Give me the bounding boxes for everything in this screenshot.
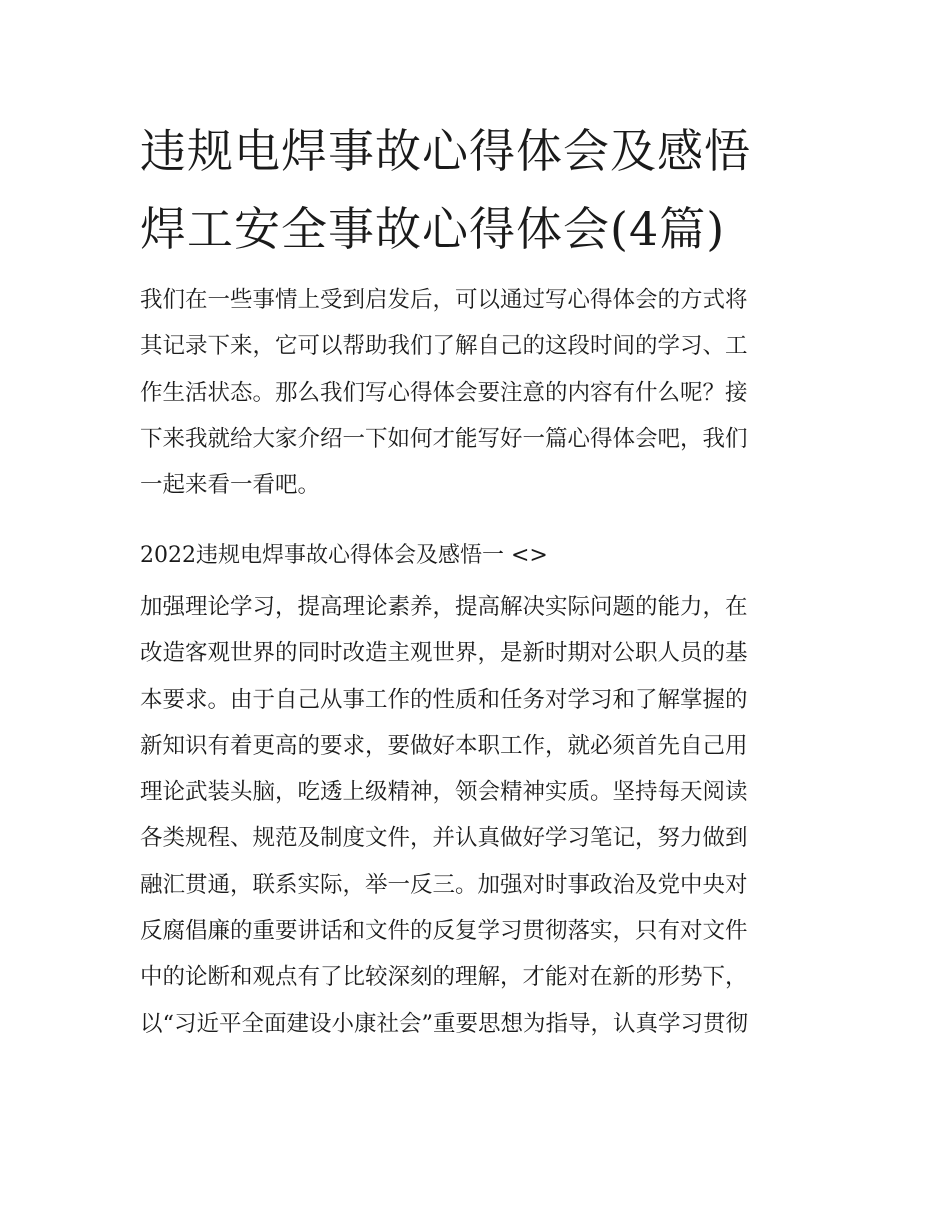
section-heading: 2022违规电焊事故心得体会及感悟一 <> — [140, 543, 548, 568]
intro-line: 一起来看一看吧。 — [140, 472, 321, 499]
section-paragraph — [140, 584, 815, 1047]
intro-line: 作生活状态。那么我们写心得体会要注意的内容有什么呢？接 — [140, 379, 748, 406]
section-line: 改造客观世界的同时改造主观世界，是新时期对公职人员的基 — [140, 640, 748, 667]
section-line: 中的论断和观点有了比较深刻的理解，才能对在新的形势下， — [140, 964, 748, 991]
intro-paragraph — [140, 277, 815, 508]
title-line: 焊工安全事故心得体会(4篇) — [140, 202, 726, 256]
document-title — [140, 112, 830, 268]
section-line: 加强理论学习，提高理论素养，提高解决实际问题的能力，在 — [140, 594, 748, 620]
section-line: 以“习近平全面建设小康社会”重要思想为指导，认真学习贯彻 — [140, 1010, 749, 1037]
section-line: 本要求。由于自己从事工作的性质和任务对学习和了解掌握的 — [140, 686, 748, 713]
section-line: 反腐倡廉的重要讲话和文件的反复学习贯彻落实，只有对文件 — [140, 918, 748, 945]
intro-line: 其记录下来，它可以帮助我们了解自己的这段时间的学习、工 — [140, 333, 748, 360]
section-line: 理论武装头脑，吃透上级精神，领会精神实质。坚持每天阅读 — [140, 779, 748, 806]
section-line: 各类规程、规范及制度文件，并认真做好学习笔记，努力做到 — [140, 825, 748, 852]
intro-line: 下来我就给大家介绍一下如何才能写好一篇心得体会吧，我们 — [140, 425, 748, 452]
title-line: 违规电焊事故心得体会及感悟 — [140, 124, 751, 178]
section-line: 新知识有着更高的要求，要做好本职工作，就必须首先自己用 — [140, 732, 748, 759]
intro-line: 我们在一些事情上受到启发后，可以通过写心得体会的方式将 — [140, 287, 748, 313]
section-line: 融汇贯通，联系实际，举一反三。加强对时事政治及党中央对 — [140, 871, 748, 898]
